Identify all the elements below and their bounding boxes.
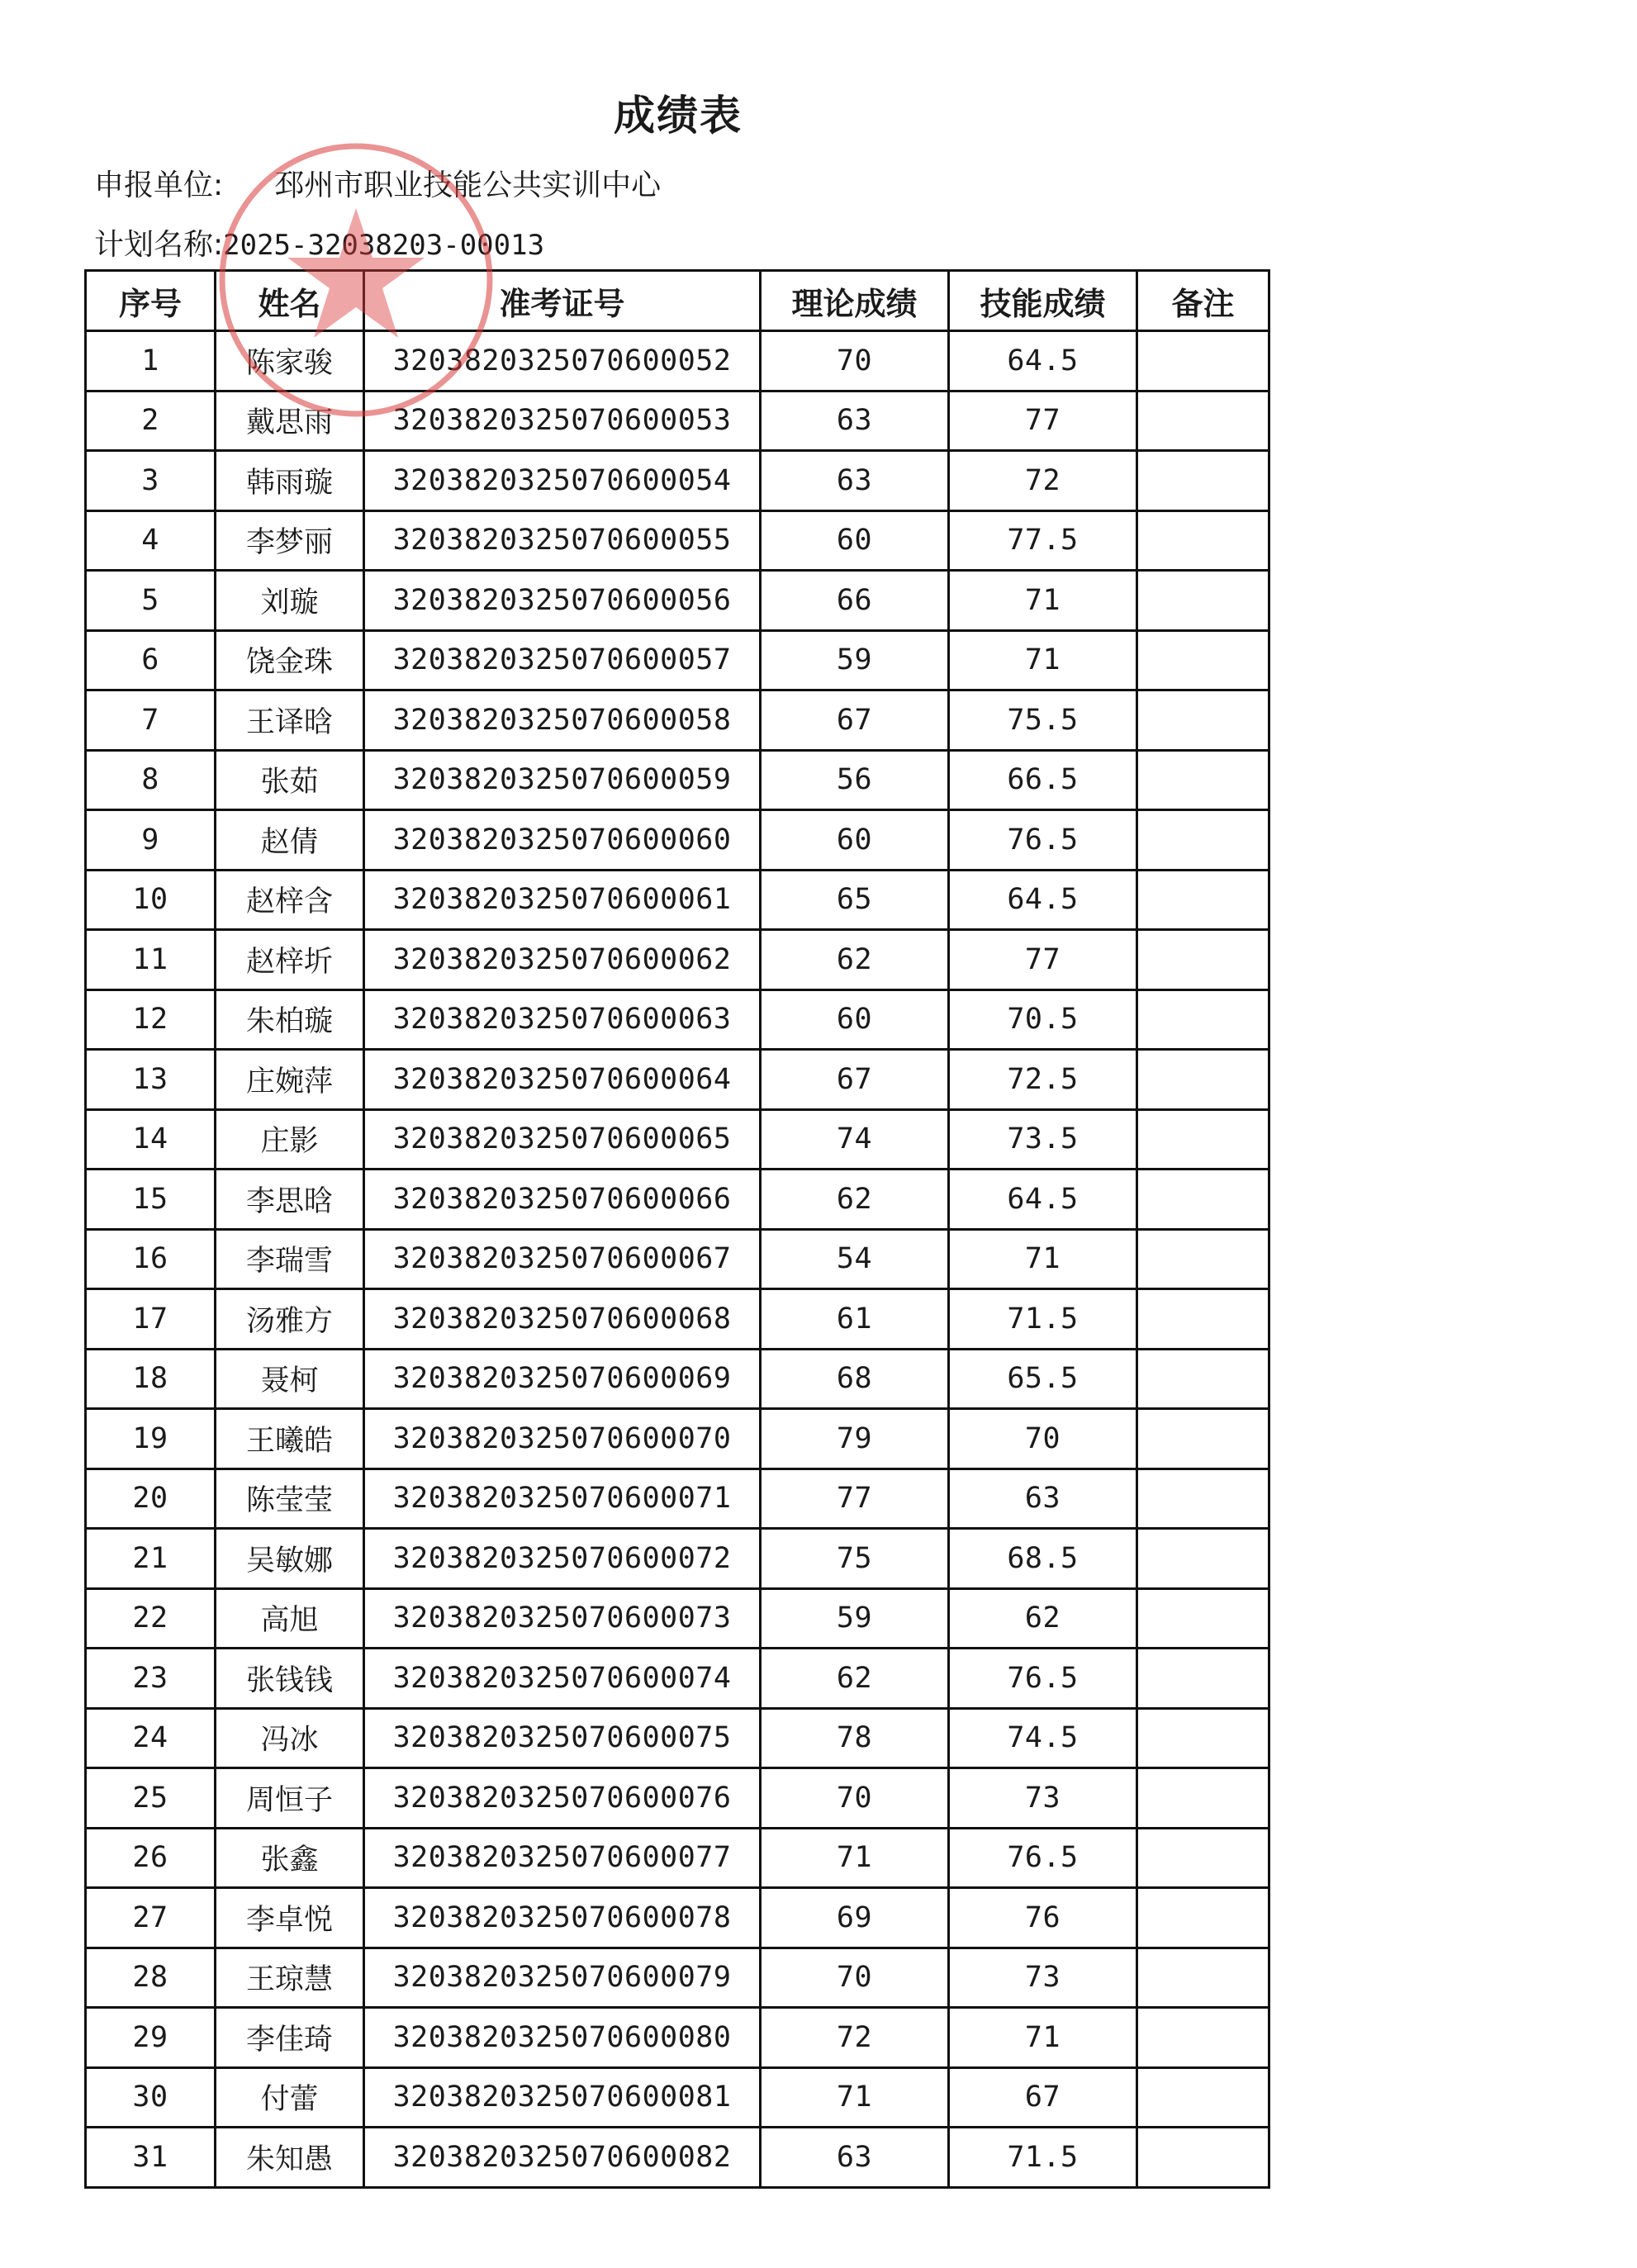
cell-index: 21: [86, 1529, 216, 1589]
cell-name: 朱柏璇: [216, 989, 364, 1050]
cell-ticket: 3203820325070600066: [364, 1170, 761, 1230]
cell-theory: 60: [761, 510, 949, 571]
unit-value: 邳州市职业技能公共实训中心: [274, 168, 662, 202]
cell-name: 庄影: [216, 1109, 364, 1170]
table-row: [86, 1588, 1269, 1649]
cell-theory: 68: [761, 1349, 949, 1409]
cell-ticket: 3203820325070600077: [364, 1828, 761, 1888]
cell-index: 5: [86, 571, 216, 631]
cell-theory: 59: [761, 1588, 949, 1649]
cell-ticket: 3203820325070600053: [364, 391, 761, 451]
cell-remark: [1137, 810, 1269, 871]
cell-ticket: 3203820325070600052: [364, 331, 761, 391]
cell-remark: [1137, 1948, 1269, 2008]
cell-ticket: 3203820325070600064: [364, 1050, 761, 1110]
cell-index: 7: [86, 690, 216, 751]
cell-name: 李瑞雪: [216, 1229, 364, 1289]
cell-name: 周恒子: [216, 1768, 364, 1829]
cell-remark: [1137, 690, 1269, 751]
cell-skill: 76.5: [949, 1828, 1137, 1888]
cell-theory: 60: [761, 989, 949, 1050]
cell-skill: 67: [949, 2067, 1137, 2128]
cell-theory: 79: [761, 1409, 949, 1469]
table-row: [86, 810, 1269, 871]
cell-ticket: 3203820325070600079: [364, 1948, 761, 2008]
table-row: [86, 1229, 1269, 1289]
cell-remark: [1137, 750, 1269, 810]
cell-name: 吴敏娜: [216, 1529, 364, 1589]
cell-name: 戴思雨: [216, 391, 364, 451]
table-row: [86, 331, 1269, 391]
table-row: [86, 2008, 1269, 2068]
cell-remark: [1137, 451, 1269, 511]
table-row: [86, 2067, 1269, 2128]
cell-theory: 75: [761, 1529, 949, 1589]
cell-theory: 63: [761, 2128, 949, 2188]
cell-index: 26: [86, 1828, 216, 1888]
cell-remark: [1137, 1469, 1269, 1529]
cell-ticket: 3203820325070600063: [364, 989, 761, 1050]
cell-ticket: 3203820325070600058: [364, 690, 761, 751]
table-row: [86, 1529, 1269, 1589]
cell-index: 14: [86, 1109, 216, 1170]
cell-remark: [1137, 1888, 1269, 1948]
header-index: 序号: [86, 271, 216, 331]
cell-ticket: 3203820325070600074: [364, 1649, 761, 1709]
cell-remark: [1137, 1529, 1269, 1589]
table-row: [86, 870, 1269, 930]
cell-index: 13: [86, 1050, 216, 1110]
cell-skill: 64.5: [949, 1170, 1137, 1230]
cell-skill: 71: [949, 1229, 1137, 1289]
cell-remark: [1137, 1229, 1269, 1289]
cell-ticket: 3203820325070600067: [364, 1229, 761, 1289]
cell-name: 王曦皓: [216, 1409, 364, 1469]
cell-remark: [1137, 2067, 1269, 2128]
table-row: [86, 1109, 1269, 1170]
cell-index: 29: [86, 2008, 216, 2068]
header-theory: 理论成绩: [761, 271, 949, 331]
table-row: [86, 750, 1269, 810]
cell-theory: 71: [761, 1828, 949, 1888]
cell-remark: [1137, 2008, 1269, 2068]
cell-theory: 72: [761, 2008, 949, 2068]
cell-skill: 77: [949, 391, 1137, 451]
cell-remark: [1137, 1109, 1269, 1170]
cell-name: 张茹: [216, 750, 364, 810]
cell-index: 10: [86, 870, 216, 930]
cell-theory: 70: [761, 1948, 949, 2008]
cell-name: 王译晗: [216, 690, 364, 751]
header-name: 姓名: [216, 271, 364, 331]
cell-skill: 77: [949, 930, 1137, 990]
cell-ticket: 3203820325070600075: [364, 1708, 761, 1768]
table-row: [86, 1708, 1269, 1768]
cell-skill: 62: [949, 1588, 1137, 1649]
unit-label: 申报单位:: [94, 168, 224, 202]
cell-remark: [1137, 1708, 1269, 1768]
table-row: [86, 630, 1269, 690]
table-row: [86, 1888, 1269, 1948]
cell-index: 9: [86, 810, 216, 871]
cell-remark: [1137, 2128, 1269, 2188]
table-row: [86, 989, 1269, 1050]
page-title: 成绩表: [614, 92, 743, 140]
cell-theory: 65: [761, 870, 949, 930]
cell-index: 17: [86, 1289, 216, 1350]
table-row: [86, 571, 1269, 631]
cell-index: 8: [86, 750, 216, 810]
cell-theory: 70: [761, 1768, 949, 1829]
cell-index: 25: [86, 1768, 216, 1829]
header-skill: 技能成绩: [949, 271, 1137, 331]
cell-ticket: 3203820325070600054: [364, 451, 761, 511]
cell-index: 3: [86, 451, 216, 511]
cell-remark: [1137, 1828, 1269, 1888]
cell-name: 朱知愚: [216, 2128, 364, 2188]
cell-index: 23: [86, 1649, 216, 1709]
cell-skill: 75.5: [949, 690, 1137, 751]
cell-name: 赵倩: [216, 810, 364, 871]
cell-remark: [1137, 1289, 1269, 1350]
cell-index: 22: [86, 1588, 216, 1649]
cell-skill: 73: [949, 1948, 1137, 2008]
table-header-row: [86, 271, 1269, 331]
plan-label: 计划名称:: [94, 228, 224, 262]
table-row: [86, 1349, 1269, 1409]
cell-name: 赵梓圻: [216, 930, 364, 990]
cell-theory: 56: [761, 750, 949, 810]
header-remark: 备注: [1137, 271, 1269, 331]
cell-index: 1: [86, 331, 216, 391]
cell-skill: 70.5: [949, 989, 1137, 1050]
cell-skill: 76: [949, 1888, 1137, 1948]
cell-theory: 63: [761, 391, 949, 451]
cell-remark: [1137, 1170, 1269, 1230]
table-body: [86, 331, 1269, 2188]
cell-index: 28: [86, 1948, 216, 2008]
cell-ticket: 3203820325070600078: [364, 1888, 761, 1948]
cell-ticket: 3203820325070600070: [364, 1409, 761, 1469]
cell-index: 11: [86, 930, 216, 990]
table-row: [86, 690, 1269, 751]
cell-skill: 70: [949, 1409, 1137, 1469]
cell-name: 庄婉萍: [216, 1050, 364, 1110]
cell-theory: 71: [761, 2067, 949, 2128]
cell-index: 27: [86, 1888, 216, 1948]
cell-index: 19: [86, 1409, 216, 1469]
cell-skill: 63: [949, 1469, 1137, 1529]
table-row: [86, 1828, 1269, 1888]
table-row: [86, 1768, 1269, 1829]
unit-line: [94, 162, 661, 204]
cell-name: 李卓悦: [216, 1888, 364, 1948]
table-row: [86, 1948, 1269, 2008]
cell-remark: [1137, 391, 1269, 451]
cell-name: 赵梓含: [216, 870, 364, 930]
cell-remark: [1137, 870, 1269, 930]
table-row: [86, 1289, 1269, 1350]
cell-name: 汤雅方: [216, 1289, 364, 1350]
cell-index: 30: [86, 2067, 216, 2128]
cell-ticket: 3203820325070600068: [364, 1289, 761, 1350]
cell-index: 4: [86, 510, 216, 571]
cell-theory: 66: [761, 571, 949, 631]
cell-remark: [1137, 1409, 1269, 1469]
cell-theory: 77: [761, 1469, 949, 1529]
cell-index: 2: [86, 391, 216, 451]
table-row: [86, 1649, 1269, 1709]
cell-name: 李梦丽: [216, 510, 364, 571]
cell-index: 24: [86, 1708, 216, 1768]
cell-theory: 54: [761, 1229, 949, 1289]
score-table: [84, 269, 1270, 2189]
cell-skill: 77.5: [949, 510, 1137, 571]
cell-remark: [1137, 1649, 1269, 1709]
cell-remark: [1137, 331, 1269, 391]
table-row: [86, 1170, 1269, 1230]
cell-theory: 62: [761, 1170, 949, 1230]
cell-ticket: 3203820325070600082: [364, 2128, 761, 2188]
cell-index: 18: [86, 1349, 216, 1409]
cell-theory: 59: [761, 630, 949, 690]
cell-skill: 73.5: [949, 1109, 1137, 1170]
cell-name: 李思晗: [216, 1170, 364, 1230]
cell-theory: 62: [761, 930, 949, 990]
cell-name: 聂柯: [216, 1349, 364, 1409]
cell-theory: 63: [761, 451, 949, 511]
table-row: [86, 1409, 1269, 1469]
cell-theory: 60: [761, 810, 949, 871]
cell-ticket: 3203820325070600076: [364, 1768, 761, 1829]
cell-name: 陈家骏: [216, 331, 364, 391]
cell-name: 陈莹莹: [216, 1469, 364, 1529]
cell-skill: 76.5: [949, 810, 1137, 871]
cell-ticket: 3203820325070600057: [364, 630, 761, 690]
cell-index: 20: [86, 1469, 216, 1529]
cell-skill: 68.5: [949, 1529, 1137, 1589]
cell-name: 刘璇: [216, 571, 364, 631]
cell-index: 15: [86, 1170, 216, 1230]
plan-value: 2025-32038203-00013: [223, 229, 545, 262]
cell-theory: 69: [761, 1888, 949, 1948]
cell-remark: [1137, 1050, 1269, 1110]
cell-name: 李佳琦: [216, 2008, 364, 2068]
cell-ticket: 3203820325070600073: [364, 1588, 761, 1649]
cell-ticket: 3203820325070600062: [364, 930, 761, 990]
cell-name: 高旭: [216, 1588, 364, 1649]
cell-remark: [1137, 1588, 1269, 1649]
cell-ticket: 3203820325070600056: [364, 571, 761, 631]
cell-skill: 64.5: [949, 870, 1137, 930]
cell-skill: 72.5: [949, 1050, 1137, 1110]
cell-ticket: 3203820325070600059: [364, 750, 761, 810]
cell-remark: [1137, 989, 1269, 1050]
cell-remark: [1137, 1768, 1269, 1829]
table-row: [86, 451, 1269, 511]
cell-skill: 65.5: [949, 1349, 1137, 1409]
cell-name: 饶金珠: [216, 630, 364, 690]
table-row: [86, 1050, 1269, 1110]
cell-name: 张钱钱: [216, 1649, 364, 1709]
cell-name: 张鑫: [216, 1828, 364, 1888]
cell-theory: 67: [761, 690, 949, 751]
cell-skill: 64.5: [949, 331, 1137, 391]
table-row: [86, 391, 1269, 451]
cell-remark: [1137, 930, 1269, 990]
cell-remark: [1137, 630, 1269, 690]
cell-index: 16: [86, 1229, 216, 1289]
cell-name: 冯冰: [216, 1708, 364, 1768]
cell-skill: 71: [949, 630, 1137, 690]
cell-skill: 72: [949, 451, 1137, 511]
cell-theory: 70: [761, 331, 949, 391]
cell-theory: 74: [761, 1109, 949, 1170]
table-row: [86, 1469, 1269, 1529]
cell-ticket: 3203820325070600061: [364, 870, 761, 930]
table-row: [86, 510, 1269, 571]
cell-skill: 74.5: [949, 1708, 1137, 1768]
cell-skill: 71.5: [949, 1289, 1137, 1350]
cell-skill: 66.5: [949, 750, 1137, 810]
cell-remark: [1137, 510, 1269, 571]
cell-index: 12: [86, 989, 216, 1050]
cell-remark: [1137, 1349, 1269, 1409]
header-ticket: 准考证号: [364, 271, 761, 331]
cell-name: 付蕾: [216, 2067, 364, 2128]
table-row: [86, 2128, 1269, 2188]
cell-ticket: 3203820325070600080: [364, 2008, 761, 2068]
cell-index: 31: [86, 2128, 216, 2188]
cell-ticket: 3203820325070600060: [364, 810, 761, 871]
cell-ticket: 3203820325070600055: [364, 510, 761, 571]
plan-line: [94, 221, 544, 263]
cell-ticket: 3203820325070600071: [364, 1469, 761, 1529]
cell-theory: 78: [761, 1708, 949, 1768]
table-row: [86, 930, 1269, 990]
cell-name: 王琼慧: [216, 1948, 364, 2008]
cell-skill: 71: [949, 2008, 1137, 2068]
cell-theory: 67: [761, 1050, 949, 1110]
cell-name: 韩雨璇: [216, 451, 364, 511]
cell-skill: 71: [949, 571, 1137, 631]
cell-ticket: 3203820325070600065: [364, 1109, 761, 1170]
cell-remark: [1137, 571, 1269, 631]
cell-skill: 76.5: [949, 1649, 1137, 1709]
cell-ticket: 3203820325070600069: [364, 1349, 761, 1409]
cell-index: 6: [86, 630, 216, 690]
cell-theory: 61: [761, 1289, 949, 1350]
cell-ticket: 3203820325070600081: [364, 2067, 761, 2128]
cell-skill: 71.5: [949, 2128, 1137, 2188]
cell-theory: 62: [761, 1649, 949, 1709]
cell-skill: 73: [949, 1768, 1137, 1829]
cell-ticket: 3203820325070600072: [364, 1529, 761, 1589]
